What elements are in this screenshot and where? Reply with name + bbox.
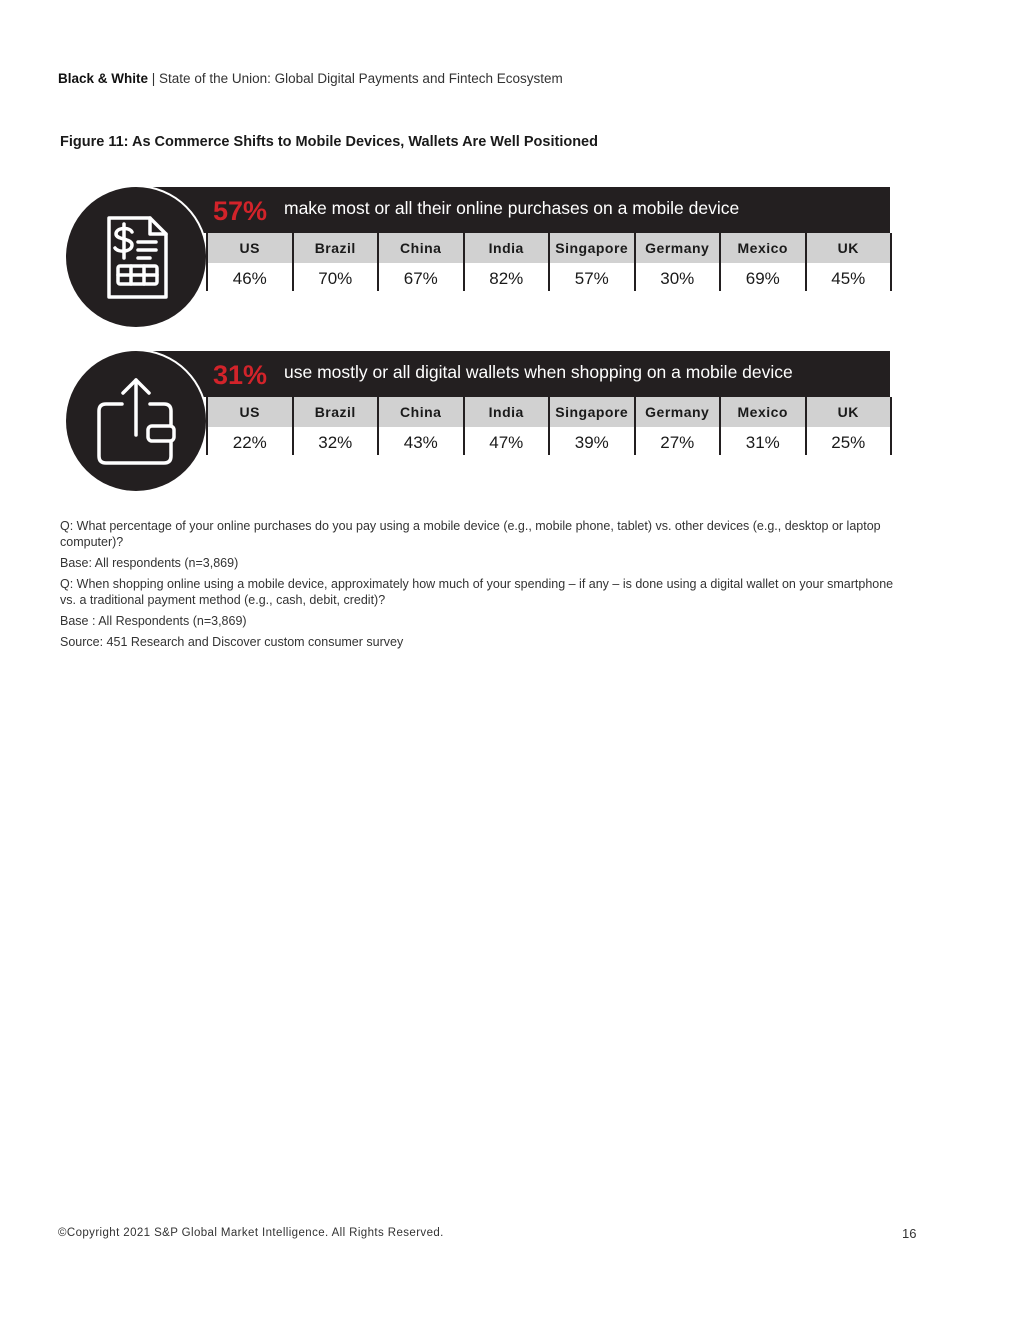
wallet-share-icon bbox=[66, 351, 206, 491]
country-table bbox=[206, 397, 892, 455]
headline-statement: make most or all their online purchases on a mobile device bbox=[284, 198, 740, 218]
country-header: India bbox=[465, 233, 549, 263]
country-header: China bbox=[379, 233, 463, 263]
country-header: US bbox=[208, 397, 292, 427]
table-column bbox=[465, 397, 551, 455]
survey-base-2: Base : All Respondents (n=3,869) bbox=[60, 614, 247, 628]
table-column bbox=[721, 397, 807, 455]
country-value: 31% bbox=[721, 427, 805, 455]
country-header: Mexico bbox=[721, 397, 805, 427]
table-column bbox=[208, 233, 294, 291]
header-separator: | bbox=[148, 71, 160, 86]
table-column bbox=[636, 397, 722, 455]
country-value: 22% bbox=[208, 427, 292, 455]
country-value: 32% bbox=[294, 427, 378, 455]
copyright-footer: ©Copyright 2021 S&P Global Market Intelligence. All Rights Reserved. bbox=[58, 1227, 444, 1239]
country-value: 69% bbox=[721, 263, 805, 291]
country-header: Brazil bbox=[294, 233, 378, 263]
country-header: Singapore bbox=[550, 233, 634, 263]
table-column bbox=[379, 397, 465, 455]
country-value: 25% bbox=[807, 427, 891, 455]
survey-base-1: Base: All respondents (n=3,869) bbox=[60, 556, 239, 570]
source-note: Source: 451 Research and Discover custom consumer survey bbox=[60, 635, 404, 649]
survey-question-1: Q: What percentage of your online purchases do you pay using a mobile device (e.g., mobile phone, tablet) vs. other devices (e.g., desktop or laptop computer)? bbox=[60, 519, 881, 549]
table-column bbox=[465, 233, 551, 291]
country-header: Mexico bbox=[721, 233, 805, 263]
country-value: 57% bbox=[550, 263, 634, 291]
figure-notes bbox=[60, 518, 900, 655]
document-header bbox=[58, 71, 563, 86]
survey-question-2: Q: When shopping online using a mobile device, approximately how much of your spending – if any – is done using a digital wallet on your smartphone vs. a traditional payment method (e.g., cash, debit, credit)? bbox=[60, 577, 894, 607]
country-header: Germany bbox=[636, 233, 720, 263]
country-header: UK bbox=[807, 233, 891, 263]
figure-title: Figure 11: As Commerce Shifts to Mobile Devices, Wallets Are Well Positioned bbox=[60, 134, 598, 150]
brand-name: Black & White bbox=[58, 71, 149, 86]
table-column bbox=[294, 397, 380, 455]
country-header: India bbox=[465, 397, 549, 427]
table-column bbox=[379, 233, 465, 291]
country-value: 82% bbox=[465, 263, 549, 291]
invoice-icon bbox=[66, 187, 206, 327]
table-column bbox=[636, 233, 722, 291]
country-value: 47% bbox=[465, 427, 549, 455]
table-column bbox=[550, 233, 636, 291]
country-header: Brazil bbox=[294, 397, 378, 427]
country-value: 27% bbox=[636, 427, 720, 455]
table-column bbox=[550, 397, 636, 455]
country-value: 43% bbox=[379, 427, 463, 455]
page-number: 16 bbox=[902, 1226, 917, 1241]
headline-percentage: 31% bbox=[213, 360, 268, 390]
icon-circle bbox=[66, 187, 206, 327]
country-header: US bbox=[208, 233, 292, 263]
headline-percentage: 57% bbox=[213, 196, 268, 226]
table-column bbox=[208, 397, 294, 455]
country-header: UK bbox=[807, 397, 891, 427]
table-column bbox=[721, 233, 807, 291]
table-column bbox=[807, 397, 893, 455]
country-header: Singapore bbox=[550, 397, 634, 427]
country-header: Germany bbox=[636, 397, 720, 427]
stat-block-digital-wallets bbox=[66, 351, 896, 493]
country-value: 67% bbox=[379, 263, 463, 291]
country-header: China bbox=[379, 397, 463, 427]
country-value: 70% bbox=[294, 263, 378, 291]
country-value: 46% bbox=[208, 263, 292, 291]
icon-circle bbox=[66, 351, 206, 491]
country-table bbox=[206, 233, 892, 291]
country-value: 39% bbox=[550, 427, 634, 455]
country-value: 45% bbox=[807, 263, 891, 291]
document-subtitle: State of the Union: Global Digital Payments and Fintech Ecosystem bbox=[159, 71, 563, 86]
table-column bbox=[294, 233, 380, 291]
headline-statement: use mostly or all digital wallets when shopping on a mobile device bbox=[284, 362, 793, 382]
table-column bbox=[807, 233, 893, 291]
stat-block-mobile-purchases bbox=[66, 187, 896, 329]
country-value: 30% bbox=[636, 263, 720, 291]
